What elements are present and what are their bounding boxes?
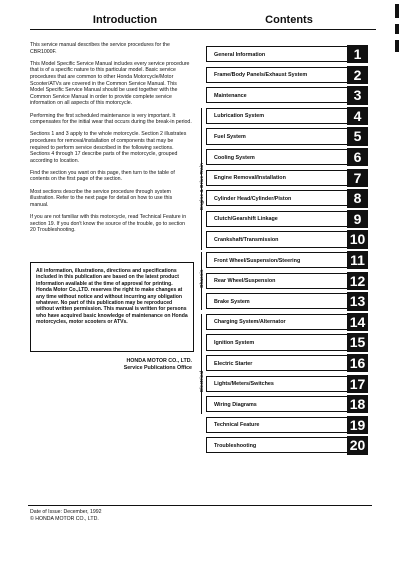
- toc-entry[interactable]: [201, 188, 367, 209]
- table-of-contents: [201, 44, 367, 456]
- toc-entry-label: Wiring Diagrams: [214, 401, 257, 408]
- toc-entry-label: Cylinder Head/Cylinder/Piston: [214, 195, 292, 202]
- section-number-tab: 14: [347, 313, 368, 331]
- toc-entry[interactable]: [201, 374, 367, 395]
- section-number-tab: 16: [347, 354, 368, 372]
- toc-entry[interactable]: [201, 353, 367, 374]
- toc-entry-label: Lights/Meters/Switches: [214, 381, 274, 388]
- intro-paragraph: Most sections describe the service procedure through system illustration. Refer to the next page for detail on how to use this manual.: [30, 188, 173, 208]
- intro-paragraph: This Model Specific Service Manual includes every service procedure that is of a specific nature to this particular model. Basic service procedures that are common to other Honda Motorcycle/Motor Scooter/ATVs are covered in the Common Service Manual. This Model Specific Service Manual should be used together with the Common Service Manual in order to provide complete service information on all aspects of this motorcycle.: [30, 60, 190, 107]
- toc-entry-label: Engine Removal/Installation: [214, 175, 286, 182]
- electrical-group-bracket: [201, 314, 208, 414]
- section-number-tab: 10: [347, 230, 368, 248]
- copyright-notice-box: All information, illustrations, directions and specifications included in this publication are based on the latest product information available at the time of approval for printing. Honda Motor Co.,LTD. reserves the right to make changes at any time without notice and without incurring any obligation whatever. No part of this publication may be reproduced without written permission. This manual is written for persons who have acquired basic knowledge of maintenance on Honda motorcycles, motor scooters or ATVs.: [30, 262, 194, 352]
- toc-entry-label: General Information: [214, 51, 266, 58]
- toc-entry-label: Ignition System: [214, 339, 255, 346]
- toc-entry-label: Front Wheel/Suspension/Steering: [214, 257, 301, 264]
- intro-paragraph: Performing the first scheduled maintenance is very important. It compensates for the initial wear that occurs during the break-in period.: [30, 112, 192, 126]
- section-number-tab: 18: [347, 395, 368, 413]
- toc-entry[interactable]: [201, 271, 367, 292]
- toc-entry[interactable]: [201, 415, 367, 436]
- section-number-tab: 2: [347, 66, 368, 84]
- section-number-tab: 12: [347, 272, 368, 290]
- intro-paragraph: If you are not familiar with this motorcycle, read Technical Feature in section 19. If you don't know the source of the trouble, go to section 20 Troubleshooting.: [30, 214, 187, 234]
- issue-date: Date of Issue: December, 1992: [30, 509, 102, 515]
- section-number-tab: 7: [347, 169, 368, 187]
- intro-paragraph: This service manual describes the service procedures for the CBR1000F.: [30, 42, 170, 55]
- section-number-tab: 15: [347, 333, 368, 351]
- section-number-tab: 9: [347, 210, 368, 228]
- publisher-block: [92, 358, 192, 371]
- toc-entry[interactable]: [201, 106, 367, 127]
- toc-entry[interactable]: [201, 126, 367, 147]
- publisher-office: Service Publications Office: [123, 364, 192, 371]
- toc-entry[interactable]: [201, 85, 367, 106]
- toc-entry[interactable]: [201, 229, 367, 250]
- toc-entry[interactable]: [201, 209, 367, 230]
- toc-entry-label: Lubrication System: [214, 113, 265, 120]
- toc-entry[interactable]: [201, 65, 367, 86]
- section-number-tab: 17: [347, 375, 368, 393]
- footer-divider: [28, 505, 372, 506]
- toc-entry-label: Cooling System: [214, 154, 255, 161]
- section-number-tab: 4: [347, 107, 368, 125]
- toc-entry-label: Rear Wheel/Suspension: [214, 278, 276, 285]
- section-number-tab: 5: [347, 127, 368, 145]
- engine-group-label: Engine & Drive Train: [200, 163, 205, 210]
- section-number-tab: 20: [347, 436, 368, 454]
- section-number-tab: 6: [347, 148, 368, 166]
- page-edge-marks: [393, 0, 400, 70]
- introduction-title: Introduction: [60, 14, 190, 26]
- toc-entry[interactable]: [201, 168, 367, 189]
- copyright-line: © HONDA MOTOR CO., LTD.: [30, 515, 99, 522]
- section-number-tab: 19: [347, 416, 368, 434]
- toc-entry-label: Maintenance: [214, 92, 247, 99]
- footer: [30, 509, 102, 522]
- toc-entry[interactable]: [201, 394, 367, 415]
- toc-entry-label: Fuel System: [214, 133, 246, 140]
- introduction-text: [30, 42, 192, 239]
- electrical-group-label: Electrical: [200, 370, 205, 392]
- toc-entry[interactable]: [201, 147, 367, 168]
- section-number-tab: 13: [347, 292, 368, 310]
- contents-title: Contents: [214, 14, 364, 26]
- chassis-group-label: Chassis: [200, 269, 205, 288]
- intro-paragraph: Find the section you want on this page, then turn to the table of contents on the first page of the section.: [30, 169, 175, 183]
- toc-entry[interactable]: [201, 312, 367, 333]
- section-number-tab: 11: [347, 251, 368, 269]
- toc-entry-label: Technical Feature: [214, 422, 260, 429]
- toc-entry-label: Brake System: [214, 298, 250, 305]
- publisher-name: HONDA MOTOR CO., LTD.: [126, 358, 192, 364]
- toc-entry[interactable]: [201, 291, 367, 312]
- toc-entry[interactable]: [201, 435, 367, 456]
- toc-entry-label: Electric Starter: [214, 360, 253, 367]
- toc-entry[interactable]: [201, 250, 367, 271]
- toc-entry-label: Charging System/Alternator: [214, 319, 286, 326]
- toc-entry-label: Troubleshooting: [214, 442, 257, 449]
- section-number-tab: 8: [347, 189, 368, 207]
- section-number-tab: 1: [347, 45, 368, 63]
- toc-entry[interactable]: [201, 332, 367, 353]
- toc-entry-label: Clutch/Gearshift Linkage: [214, 216, 278, 223]
- toc-entry-label: Frame/Body Panels/Exhaust System: [214, 72, 308, 79]
- toc-entry-label: Crankshaft/Transmission: [214, 236, 279, 243]
- section-number-tab: 3: [347, 86, 368, 104]
- toc-entry[interactable]: [201, 44, 367, 65]
- intro-paragraph: Sections 1 and 3 apply to the whole motorcycle. Section 2 illustrates procedures for removal/installation of components that may be required to perform service described in the following sections. Sections 4 through 17 describe parts of the motorcycle, grouped according to location.: [30, 131, 187, 164]
